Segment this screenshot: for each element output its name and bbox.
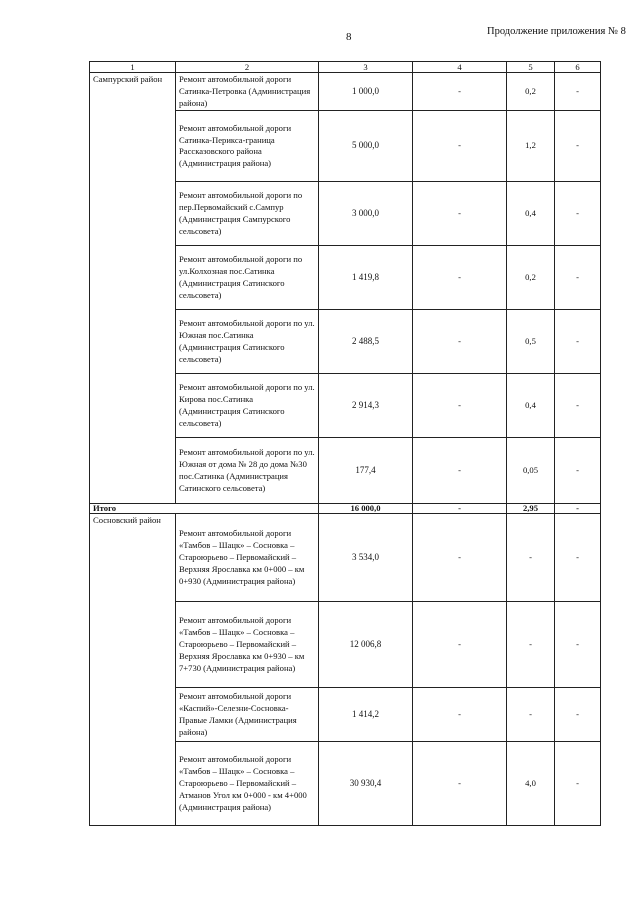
total-col6: - [555, 504, 601, 514]
work-description: Ремонт автомобильной дороги по ул. Кирова пос.Сатинка (Администрация Сатинского сельсовета) [176, 374, 319, 438]
col4-cell: - [413, 111, 507, 182]
amount-cell: 177,4 [319, 438, 413, 504]
column-header: 5 [507, 62, 555, 73]
col6-cell: - [555, 182, 601, 246]
col4-cell: - [413, 374, 507, 438]
col6-cell: - [555, 688, 601, 742]
work-description: Ремонт автомобильной дороги «Тамбов – Шацк» – Сосновка – Староюрьево – Первомайский – Верхняя Ярославка км 0+000 – км 0+930 (Администрация района) [176, 514, 319, 602]
total-amount: 16 000,0 [319, 504, 413, 514]
total-label: Итого [90, 504, 176, 514]
column-header: 4 [413, 62, 507, 73]
data-table [89, 61, 601, 826]
district-name: Сосновский район [90, 514, 176, 826]
col4-cell: - [413, 246, 507, 310]
col4-cell: - [413, 310, 507, 374]
col6-cell: - [555, 246, 601, 310]
district-name: Сампурский район [90, 73, 176, 504]
work-description: Ремонт автомобильной дороги по ул. Южная от дома № 28 до дома №30 пос.Сатинка (Администрация Сатинского сельсовета) [176, 438, 319, 504]
col4-cell: - [413, 438, 507, 504]
col6-cell: - [555, 374, 601, 438]
col4-cell: - [413, 602, 507, 688]
length-cell: 0,4 [507, 374, 555, 438]
col4-cell: - [413, 514, 507, 602]
col4-cell: - [413, 688, 507, 742]
column-header: 6 [555, 62, 601, 73]
amount-cell: 3 534,0 [319, 514, 413, 602]
col4-cell: - [413, 182, 507, 246]
work-description: Ремонт автомобильной дороги «Тамбов – Шацк» – Сосновка – Староюрьево – Первомайский – Атманов Угол км 0+000 - км 4+000 (Администрация района) [176, 742, 319, 826]
length-cell: 0,5 [507, 310, 555, 374]
col6-cell: - [555, 310, 601, 374]
work-description: Ремонт автомобильной дороги «Тамбов – Шацк» – Сосновка – Староюрьево – Первомайский – Верхняя Ярославка км 0+930 – км 7+730 (Администрация района) [176, 602, 319, 688]
col6-cell: - [555, 742, 601, 826]
length-cell: 0,2 [507, 246, 555, 310]
col6-cell: - [555, 73, 601, 111]
amount-cell: 2 488,5 [319, 310, 413, 374]
amount-cell: 5 000,0 [319, 111, 413, 182]
col6-cell: - [555, 602, 601, 688]
col4-cell: - [413, 742, 507, 826]
length-cell: 0,4 [507, 182, 555, 246]
total-length: 2,95 [507, 504, 555, 514]
length-cell: - [507, 688, 555, 742]
col6-cell: - [555, 438, 601, 504]
work-description: Ремонт автомобильной дороги Сатинка-Петровка (Администрация района) [176, 73, 319, 111]
column-header: 3 [319, 62, 413, 73]
amount-cell: 2 914,3 [319, 374, 413, 438]
table-row [90, 514, 601, 602]
length-cell: - [507, 602, 555, 688]
column-header: 2 [176, 62, 319, 73]
work-description: Ремонт автомобильной дороги по пер.Первомайский с.Сампур (Администрация Сампурского сельсовета) [176, 182, 319, 246]
amount-cell: 1 419,8 [319, 246, 413, 310]
amount-cell: 30 930,4 [319, 742, 413, 826]
col6-cell: - [555, 514, 601, 602]
work-description: Ремонт автомобильной дороги по ул.Колхозная пос.Сатинка (Администрация Сатинского сельсовета) [176, 246, 319, 310]
work-description: Ремонт автомобильной дороги «Каспий»-Селезни-Сосновка-Правые Ламки (Администрация района) [176, 688, 319, 742]
length-cell: - [507, 514, 555, 602]
table-row [90, 73, 601, 111]
amount-cell: 1 000,0 [319, 73, 413, 111]
length-cell: 0,05 [507, 438, 555, 504]
length-cell: 0,2 [507, 73, 555, 111]
col6-cell: - [555, 111, 601, 182]
total-spacer [176, 504, 319, 514]
appendix-header: Продолжение приложения № 8 [487, 26, 626, 37]
page-number: 8 [346, 31, 352, 43]
column-number-row [90, 62, 601, 73]
work-description: Ремонт автомобильной дороги Сатинка-Перикса-граница Рассказовского района (Администрация района) [176, 111, 319, 182]
column-header: 1 [90, 62, 176, 73]
total-col4: - [413, 504, 507, 514]
amount-cell: 12 006,8 [319, 602, 413, 688]
amount-cell: 1 414,2 [319, 688, 413, 742]
length-cell: 1,2 [507, 111, 555, 182]
col4-cell: - [413, 73, 507, 111]
amount-cell: 3 000,0 [319, 182, 413, 246]
total-row [90, 504, 601, 514]
work-description: Ремонт автомобильной дороги по ул. Южная пос.Сатинка (Администрация Сатинского сельсовета) [176, 310, 319, 374]
length-cell: 4,0 [507, 742, 555, 826]
